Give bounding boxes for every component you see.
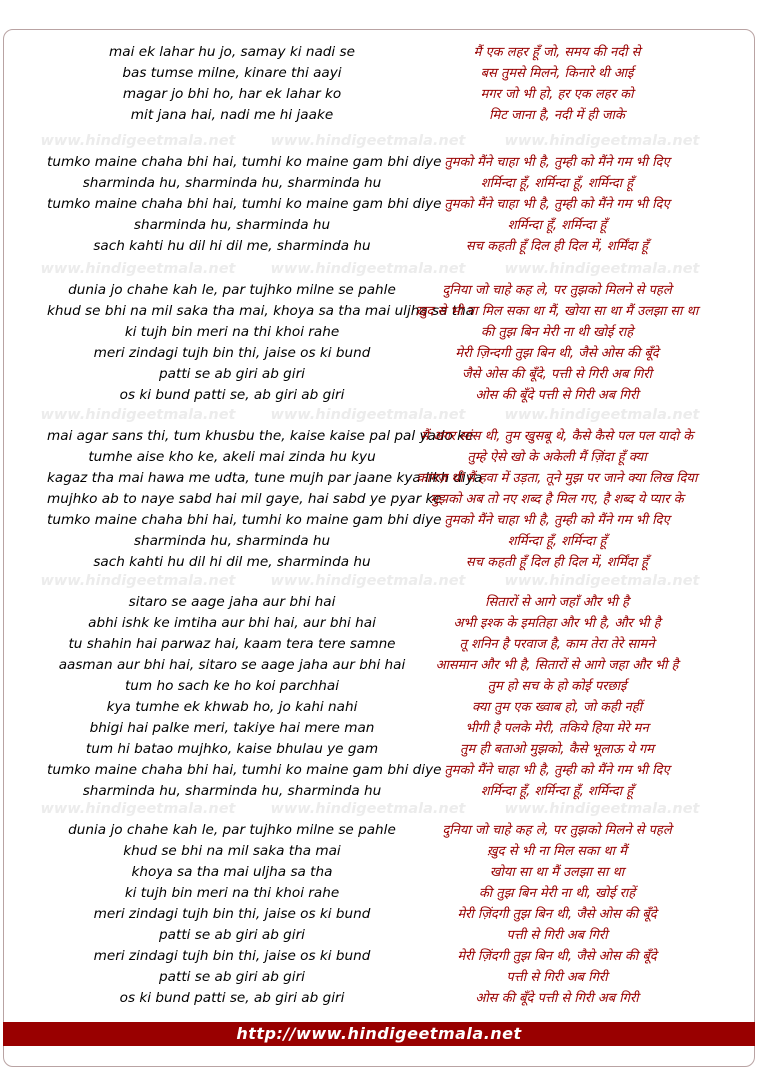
lyric-devanagari: पत्ती से गिरी अब गिरी bbox=[506, 928, 608, 943]
lyric-line bbox=[0, 215, 760, 236]
lyric-line bbox=[0, 301, 760, 322]
lyric-line bbox=[0, 531, 760, 552]
lyric-romanized: patti se ab giri ab giri bbox=[159, 366, 305, 382]
watermark-text: www.hindigeetmala.net bbox=[40, 573, 236, 589]
lyric-devanagari: खोया सा था मैं उलझा सा था bbox=[489, 865, 625, 880]
lyric-romanized: mai agar sans thi, tum khusbu the, kaise kaise pal pal yado ke bbox=[47, 428, 474, 444]
lyric-line bbox=[0, 426, 760, 447]
lyric-line bbox=[0, 173, 760, 194]
lyric-line bbox=[0, 468, 760, 489]
lyric-devanagari: सच कहती हूँ दिल ही दिल में, शर्मिंदा हूँ bbox=[465, 555, 649, 570]
lyric-devanagari: ओस की बूँदे पत्ती से गिरी अब गिरी bbox=[475, 991, 639, 1006]
lyric-romanized: tumko maine chaha bhi hai, tumhi ko maine gam bhi diye bbox=[47, 196, 442, 212]
lyric-devanagari: शर्मिन्दा हूँ, शर्मिन्दा हूँ, शर्मिन्दा हूँ bbox=[480, 176, 634, 191]
lyric-devanagari: शर्मिन्दा हूँ, शर्मिन्दा हूँ bbox=[507, 218, 607, 233]
lyric-romanized: tu shahin hai parwaz hai, kaam tera tere samne bbox=[68, 636, 396, 652]
lyrics-stanza bbox=[0, 592, 760, 802]
lyric-line bbox=[0, 739, 760, 760]
lyric-devanagari: कागज़ थी मैं हवा में उड़ता, तूने मुझ पर जाने क्या लिख दिया bbox=[416, 471, 698, 486]
lyric-line bbox=[0, 280, 760, 301]
lyric-devanagari: मेरी ज़िन्दगी तुझ बिन थी, जैसे ओस की बूँदे bbox=[455, 346, 659, 361]
lyric-line bbox=[0, 634, 760, 655]
lyric-line bbox=[0, 447, 760, 468]
lyric-line bbox=[0, 820, 760, 841]
lyric-line bbox=[0, 385, 760, 406]
lyric-line bbox=[0, 592, 760, 613]
lyric-romanized: ki tujh bin meri na thi khoi rahe bbox=[124, 324, 340, 340]
lyric-devanagari: पत्ती से गिरी अब गिरी bbox=[506, 970, 608, 985]
lyric-devanagari: मेरी ज़िंदगी तुझ बिन थी, जैसे ओस की बूँदे bbox=[457, 949, 657, 964]
lyric-romanized: os ki bund patti se, ab giri ab giri bbox=[119, 990, 345, 1006]
lyric-line bbox=[0, 841, 760, 862]
lyric-devanagari: अभी इश्क के इमतिहा और भी है, और भी है bbox=[453, 616, 661, 631]
lyric-romanized: mit jana hai, nadi me hi jaake bbox=[130, 107, 334, 123]
watermark-text: www.hindigeetmala.net bbox=[40, 133, 236, 149]
lyric-romanized: kya tumhe ek khwab ho, jo kahi nahi bbox=[106, 699, 358, 715]
lyric-devanagari: तुमको मैंने चाहा भी है, तुम्ही को मैंने गम भी दिए bbox=[444, 763, 670, 778]
lyric-romanized: sach kahti hu dil hi dil me, sharminda hu bbox=[93, 238, 371, 254]
lyric-devanagari: की तुझ बिन मेरी ना थी, खोई राहें bbox=[478, 886, 636, 901]
lyric-romanized: dunia jo chahe kah le, par tujhko milne se pahle bbox=[68, 282, 396, 298]
lyric-devanagari: शर्मिन्दा हूँ, शर्मिन्दा हूँ bbox=[507, 534, 607, 549]
lyric-devanagari: आसमान और भी है, सितारों से आगे जहा और भी है bbox=[435, 658, 679, 673]
lyric-romanized: sharminda hu, sharminda hu, sharminda hu bbox=[82, 783, 382, 799]
lyric-line bbox=[0, 925, 760, 946]
lyric-romanized: abhi ishk ke imtiha aur bhi hai, aur bhi hai bbox=[88, 615, 376, 631]
lyric-devanagari: मैं अगर सांस थी, तुम खुसबू थे, कैसे कैसे पल पल यादो के bbox=[420, 429, 694, 444]
lyric-devanagari: दुनिया जो चाहे कह ले, पर तुझको मिलने से पहले bbox=[442, 283, 672, 298]
lyric-devanagari: जैसे ओस की बूँदे, पत्ती से गिरी अब गिरी bbox=[461, 367, 652, 382]
watermark-text: www.hindigeetmala.net bbox=[40, 801, 236, 817]
watermark-text: www.hindigeetmala.net bbox=[504, 801, 700, 817]
watermark-text: www.hindigeetmala.net bbox=[40, 407, 236, 423]
lyric-romanized: sitaro se aage jaha aur bhi hai bbox=[128, 594, 336, 610]
lyric-line bbox=[0, 862, 760, 883]
lyric-romanized: bas tumse milne, kinare thi aayi bbox=[122, 65, 342, 81]
lyric-line bbox=[0, 322, 760, 343]
lyric-devanagari: तुम्हे ऐसे खो के अकेली मैं ज़िंदा हूँ क्या bbox=[467, 450, 647, 465]
lyric-line bbox=[0, 510, 760, 531]
lyric-devanagari: बस तुमसे मिलने, किनारे थी आई bbox=[480, 66, 634, 81]
lyric-romanized: dunia jo chahe kah le, par tujhko milne se pahle bbox=[68, 822, 396, 838]
lyric-line bbox=[0, 613, 760, 634]
lyric-devanagari: दुनिया जो चाहे कह ले, पर तुझको मिलने से पहले bbox=[442, 823, 672, 838]
lyrics-stanza bbox=[0, 42, 760, 126]
lyric-line bbox=[0, 718, 760, 739]
lyric-devanagari: मेरी ज़िंदगी तुझ बिन थी, जैसे ओस की बूँदे bbox=[457, 907, 657, 922]
lyrics-stanza bbox=[0, 280, 760, 406]
lyric-line bbox=[0, 655, 760, 676]
lyric-romanized: khoya sa tha mai uljha sa tha bbox=[131, 864, 333, 880]
lyric-romanized: ki tujh bin meri na thi khoi rahe bbox=[124, 885, 340, 901]
lyric-devanagari: तुम ही बताओ मुझको, कैसे भूलाऊ ये गम bbox=[460, 742, 654, 757]
lyric-romanized: tumhe aise kho ke, akeli mai zinda hu kyu bbox=[88, 449, 376, 465]
watermark-text: www.hindigeetmala.net bbox=[504, 407, 700, 423]
lyrics-stanza bbox=[0, 820, 760, 1009]
lyric-romanized: mai ek lahar hu jo, samay ki nadi se bbox=[109, 44, 355, 60]
lyric-romanized: tum hi batao mujhko, kaise bhulau ye gam bbox=[85, 741, 379, 757]
lyrics-stanza bbox=[0, 152, 760, 257]
watermark-text: www.hindigeetmala.net bbox=[270, 407, 466, 423]
lyric-devanagari: तुमको मैंने चाहा भी है, तुम्ही को मैंने गम भी दिए bbox=[444, 513, 670, 528]
lyric-romanized: kagaz tha mai hawa me udta, tune mujh par jaane kya likh diya bbox=[47, 470, 483, 486]
lyric-romanized: patti se ab giri ab giri bbox=[159, 969, 305, 985]
lyric-romanized: khud se bhi na mil saka tha mai, khoya sa tha mai uljha sa tha bbox=[47, 303, 475, 319]
lyric-romanized: magar jo bhi ho, har ek lahar ko bbox=[122, 86, 342, 102]
watermark-text: www.hindigeetmala.net bbox=[504, 133, 700, 149]
lyric-line bbox=[0, 105, 760, 126]
lyric-devanagari: मिट जाना है, नदी में ही जाके bbox=[489, 108, 625, 123]
watermark-text: www.hindigeetmala.net bbox=[270, 801, 466, 817]
lyric-line bbox=[0, 883, 760, 904]
lyric-line bbox=[0, 946, 760, 967]
lyric-devanagari: मगर जो भी हो, हर एक लहर को bbox=[480, 87, 634, 102]
lyric-line bbox=[0, 760, 760, 781]
lyric-romanized: os ki bund patti se, ab giri ab giri bbox=[119, 387, 345, 403]
footer-url-link[interactable]: http://www.hindigeetmala.net bbox=[236, 1024, 522, 1043]
lyric-devanagari: क्या तुम एक ख्वाब हो, जो कही नहीं bbox=[472, 700, 642, 715]
lyric-romanized: meri zindagi tujh bin thi, jaise os ki bund bbox=[93, 948, 371, 964]
watermark-text: www.hindigeetmala.net bbox=[270, 133, 466, 149]
watermark-text: www.hindigeetmala.net bbox=[504, 573, 700, 589]
lyric-romanized: aasman aur bhi hai, sitaro se aage jaha aur bhi hai bbox=[58, 657, 406, 673]
lyric-line bbox=[0, 552, 760, 573]
lyric-line bbox=[0, 364, 760, 385]
lyric-devanagari: भीगी है पलके मेरी, तकिये हिया मेरे मन bbox=[465, 721, 649, 736]
lyric-line bbox=[0, 904, 760, 925]
lyric-romanized: sharminda hu, sharminda hu bbox=[133, 217, 331, 233]
watermark-text: www.hindigeetmala.net bbox=[270, 573, 466, 589]
lyric-line bbox=[0, 194, 760, 215]
lyric-devanagari: तू शनिन है परवाज है, काम तेरा तेरे सामने bbox=[459, 637, 655, 652]
lyric-line bbox=[0, 489, 760, 510]
lyric-romanized: sach kahti hu dil hi dil me, sharminda hu bbox=[93, 554, 371, 570]
lyric-romanized: sharminda hu, sharminda hu bbox=[133, 533, 331, 549]
lyric-line bbox=[0, 152, 760, 173]
lyric-romanized: mujhko ab to naye sabd hai mil gaye, hai sabd ye pyar ke bbox=[47, 491, 442, 507]
lyric-line bbox=[0, 42, 760, 63]
watermark-text: www.hindigeetmala.net bbox=[504, 261, 700, 277]
lyric-line bbox=[0, 236, 760, 257]
lyric-romanized: tumko maine chaha bhi hai, tumhi ko maine gam bhi diye bbox=[47, 512, 442, 528]
lyric-devanagari: सितारों से आगे जहाँ और भी है bbox=[485, 595, 629, 610]
lyric-devanagari: तुमको मैंने चाहा भी है, तुम्ही को मैंने गम भी दिए bbox=[444, 197, 670, 212]
lyric-devanagari: सच कहती हूँ दिल ही दिल में, शर्मिंदा हूँ bbox=[465, 239, 649, 254]
lyrics-stanza bbox=[0, 426, 760, 573]
lyric-romanized: sharminda hu, sharminda hu, sharminda hu bbox=[82, 175, 382, 191]
lyric-devanagari: मुझको अब तो नए शब्द है मिल गए, है शब्द ये प्यार के bbox=[430, 492, 684, 507]
lyric-romanized: patti se ab giri ab giri bbox=[159, 927, 305, 943]
lyric-line bbox=[0, 343, 760, 364]
watermark-text: www.hindigeetmala.net bbox=[270, 261, 466, 277]
lyric-romanized: bhigi hai palke meri, takiye hai mere man bbox=[89, 720, 375, 736]
lyric-devanagari: ख़ुद से भी ना मिल सका था मैं bbox=[487, 844, 627, 859]
lyric-romanized: meri zindagi tujh bin thi, jaise os ki bund bbox=[93, 906, 371, 922]
lyric-line bbox=[0, 676, 760, 697]
lyric-line bbox=[0, 697, 760, 718]
lyric-line bbox=[0, 84, 760, 105]
lyric-romanized: tum ho sach ke ho koi parchhai bbox=[124, 678, 340, 694]
lyric-romanized: tumko maine chaha bhi hai, tumhi ko maine gam bhi diye bbox=[47, 762, 442, 778]
lyric-devanagari: तुमको मैंने चाहा भी है, तुम्ही को मैंने गम भी दिए bbox=[444, 155, 670, 170]
lyric-romanized: meri zindagi tujh bin thi, jaise os ki bund bbox=[93, 345, 371, 361]
lyric-romanized: tumko maine chaha bhi hai, tumhi ko maine gam bhi diye bbox=[47, 154, 442, 170]
footer-bar bbox=[3, 1022, 755, 1046]
watermark-text: www.hindigeetmala.net bbox=[40, 261, 236, 277]
lyric-devanagari: ख़ुद से भी ना मिल सका था मैं, खोया सा था मैं उलझा सा था bbox=[415, 304, 699, 319]
lyric-devanagari: की तुझ बिन मेरी ना थी खोई राहे bbox=[480, 325, 634, 340]
lyric-devanagari: ओस की बूँदे पत्ती से गिरी अब गिरी bbox=[475, 388, 639, 403]
lyric-line bbox=[0, 967, 760, 988]
lyric-devanagari: मैं एक लहर हूँ जो, समय की नदी से bbox=[473, 45, 641, 60]
lyric-line bbox=[0, 63, 760, 84]
lyric-devanagari: तुम हो सच के हो कोई परछाई bbox=[487, 679, 627, 694]
lyric-line bbox=[0, 988, 760, 1009]
lyric-devanagari: शर्मिन्दा हूँ, शर्मिन्दा हूँ, शर्मिन्दा हूँ bbox=[480, 784, 634, 799]
lyric-romanized: khud se bhi na mil saka tha mai bbox=[123, 843, 341, 859]
